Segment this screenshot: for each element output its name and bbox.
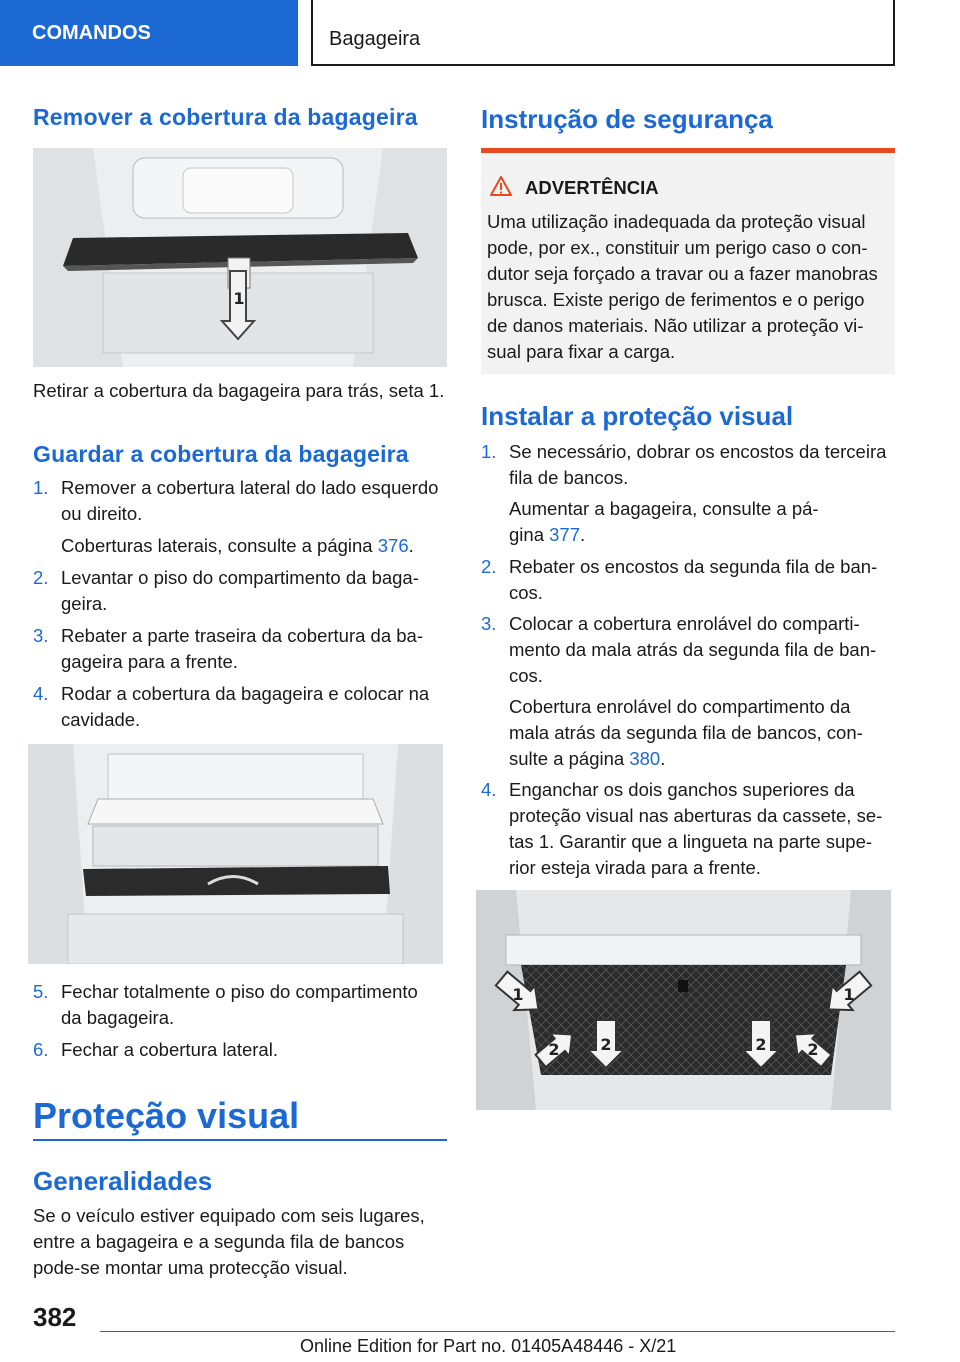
heading-general: Generalidades	[33, 1166, 213, 1196]
arrow-label-1: 1	[512, 985, 524, 1004]
warning-line: Uma utilização inadequada da proteção visual	[487, 211, 866, 232]
step-note: Coberturas laterais, consulte a página 376.	[61, 535, 414, 556]
arrow-label-1: 1	[843, 985, 855, 1004]
page-link-380[interactable]: 380	[629, 748, 661, 769]
general-line: entre a bagageira e a segunda fila de bancos	[33, 1231, 405, 1252]
arrow-label-2: 2	[807, 1040, 819, 1059]
arrow-label-1: 1	[233, 289, 245, 308]
step-text: Rebater os encostos da segunda fila de ban-	[509, 556, 878, 577]
general-line: Se o veículo estiver equipado com seis lugares,	[33, 1205, 425, 1226]
step-number: 2.	[481, 556, 497, 577]
warning-line: dutor seja forçado a travar ou a fazer manobras	[487, 263, 878, 284]
step-text: cavidade.	[61, 709, 141, 730]
step-note: Cobertura enrolável do compartimento da	[509, 696, 851, 717]
warning-line: brusca. Existe perigo de ferimentos e o perigo	[487, 289, 865, 310]
step-text: rior esteja virada para a frente.	[509, 857, 761, 878]
step-text: da bagageira.	[61, 1007, 175, 1028]
step-note: mala atrás da segunda fila de bancos, con-	[509, 722, 863, 743]
warning-line: sual para fixar a carga.	[487, 341, 676, 362]
footer-rule	[100, 1331, 895, 1332]
heading-safety: Instrução de segurança	[481, 104, 773, 134]
arrow-label-2: 2	[600, 1035, 612, 1054]
step-number: 3.	[33, 625, 49, 646]
step-text: Rodar a cobertura da bagageira e colocar na	[61, 683, 430, 704]
step-number: 5.	[33, 981, 49, 1002]
header-bar	[311, 0, 895, 66]
step-note: sulte a página 380.	[509, 748, 666, 769]
figure-remove-cover	[33, 148, 447, 367]
section-tab: COMANDOS	[0, 0, 298, 66]
step-number: 4.	[33, 683, 49, 704]
step-text: tas 1. Garantir que a lingueta na parte supe-	[509, 831, 873, 852]
step-text: ou direito.	[61, 503, 143, 524]
step-text: Fechar totalmente o piso do compartimento	[61, 981, 418, 1002]
step-number: 4.	[481, 779, 497, 800]
illustration-net-install	[476, 890, 891, 1110]
step-text: Fechar a cobertura lateral.	[61, 1039, 278, 1060]
general-line: pode-se montar uma protecção visual.	[33, 1257, 348, 1278]
heading-remove-cover: Remover a cobertura da bagageira	[33, 104, 418, 130]
step-number: 6.	[33, 1039, 49, 1060]
step-text: Colocar a cobertura enrolável do comparti-	[509, 613, 860, 634]
step-text: fila de bancos.	[509, 467, 629, 488]
step-note: Aumentar a bagageira, consulte a pá-	[509, 498, 819, 519]
arrow-label-2: 2	[755, 1035, 767, 1054]
heading-rule	[33, 1139, 447, 1141]
step-text: proteção visual nas aberturas da cassete, se-	[509, 805, 883, 826]
heading-install: Instalar a proteção visual	[481, 401, 794, 431]
arrow-label-2: 2	[548, 1040, 560, 1059]
figure-store-cover	[28, 744, 443, 964]
figure-install-net	[476, 890, 891, 1110]
page-header-title: Bagageira	[329, 28, 421, 50]
warning-box	[481, 148, 895, 374]
warning-line: de danos materiais. Não utilizar a proteção vi-	[487, 315, 864, 336]
caption-remove-cover: Retirar a cobertura da bagageira para trás, seta 1.	[33, 380, 445, 401]
step-text: gageira para a frente.	[61, 651, 238, 672]
step-number: 1.	[33, 477, 49, 498]
step-text: cos.	[509, 582, 543, 603]
page-link-376[interactable]: 376	[377, 535, 409, 556]
step-text: Rebater a parte traseira da cobertura da ba-	[61, 625, 423, 646]
footer-edition: Online Edition for Part no. 01405A48446 - X/21	[300, 1336, 677, 1356]
warning-icon	[489, 175, 513, 197]
step-text: Remover a cobertura lateral do lado esquerdo	[61, 477, 439, 498]
page-number: 382	[33, 1302, 77, 1332]
step-note: gina 377.	[509, 524, 586, 545]
page-link-377[interactable]: 377	[549, 524, 580, 545]
step-text: mento da mala atrás da segunda fila de ban-	[509, 639, 877, 660]
step-text: Enganchar os dois ganchos superiores da	[509, 779, 855, 800]
step-number: 1.	[481, 441, 497, 462]
warning-title: ADVERTÊNCIA	[525, 177, 659, 198]
warning-line: pode, por ex., constituir um perigo caso o con-	[487, 237, 868, 258]
step-number: 3.	[481, 613, 497, 634]
illustration-trunk-cavity	[28, 744, 443, 964]
step-text: geira.	[61, 593, 108, 614]
step-text: Se necessário, dobrar os encostos da terceira	[509, 441, 887, 462]
step-text: Levantar o piso do compartimento da baga-	[61, 567, 419, 588]
heading-store-cover: Guardar a cobertura da bagageira	[33, 441, 409, 467]
heading-visual-protection: Proteção visual	[33, 1095, 300, 1136]
illustration-trunk-cover	[33, 148, 447, 367]
step-text: cos.	[509, 665, 543, 686]
step-number: 2.	[33, 567, 49, 588]
